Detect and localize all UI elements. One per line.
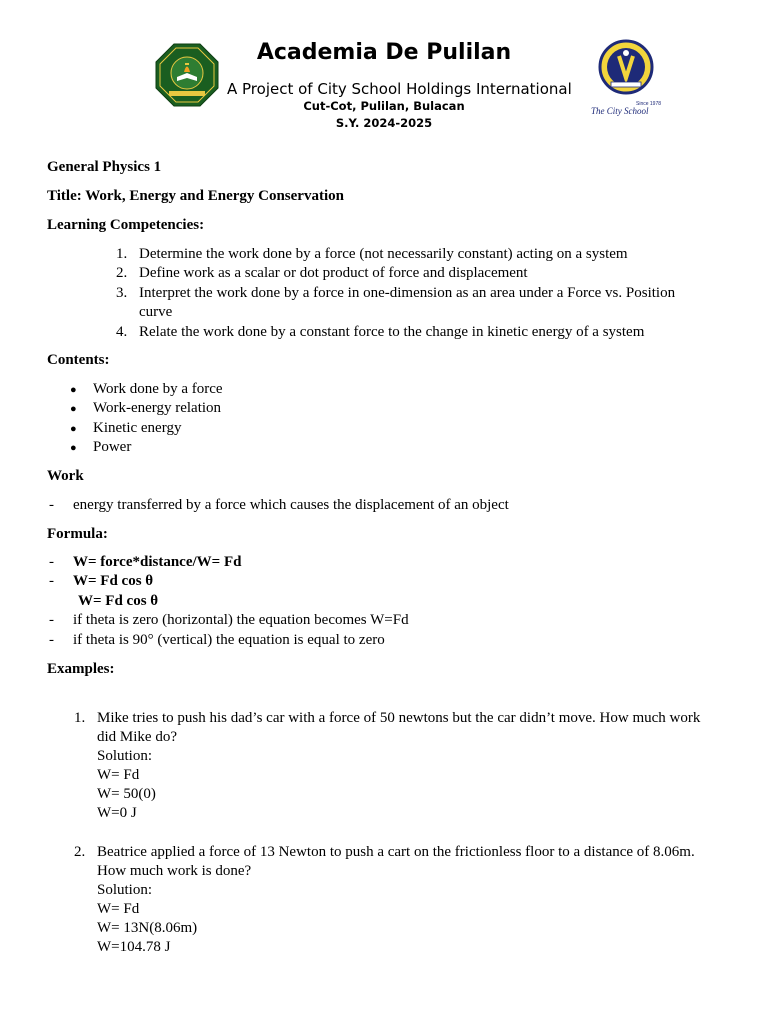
school-name: Academia De Pulilan bbox=[256, 40, 512, 65]
city-school-logo bbox=[591, 38, 671, 118]
competencies-heading: Learning Competencies: bbox=[47, 217, 205, 233]
work-heading: Work bbox=[47, 468, 84, 484]
bullet-icon: ● bbox=[70, 384, 77, 396]
school-address: Cut-Cot, Pulilan, Bulacan bbox=[303, 99, 465, 113]
subject-heading: General Physics 1 bbox=[47, 159, 162, 175]
school-year: S.Y. 2024-2025 bbox=[335, 116, 433, 130]
work-definition: energy transferred by a force which causes the displacement of an object bbox=[73, 497, 509, 513]
logo-since-text: Since 1978 bbox=[636, 101, 662, 107]
formula-heading: Formula: bbox=[47, 526, 108, 542]
example-number: 1. bbox=[74, 710, 86, 726]
logo-script-text: The City School bbox=[591, 106, 649, 116]
example-number: 2. bbox=[74, 844, 86, 860]
contents-heading: Contents: bbox=[47, 352, 110, 368]
bullet-icon: ● bbox=[70, 403, 77, 416]
bullet-icon: ● bbox=[70, 422, 77, 435]
bullet-icon: ● bbox=[70, 442, 77, 455]
project-subtitle: A Project of City School Holdings International bbox=[227, 80, 572, 98]
examples-heading: Examples: bbox=[47, 661, 115, 677]
document-title: Title: Work, Energy and Energy Conservation bbox=[47, 188, 344, 204]
dash-marker: - bbox=[49, 497, 54, 513]
